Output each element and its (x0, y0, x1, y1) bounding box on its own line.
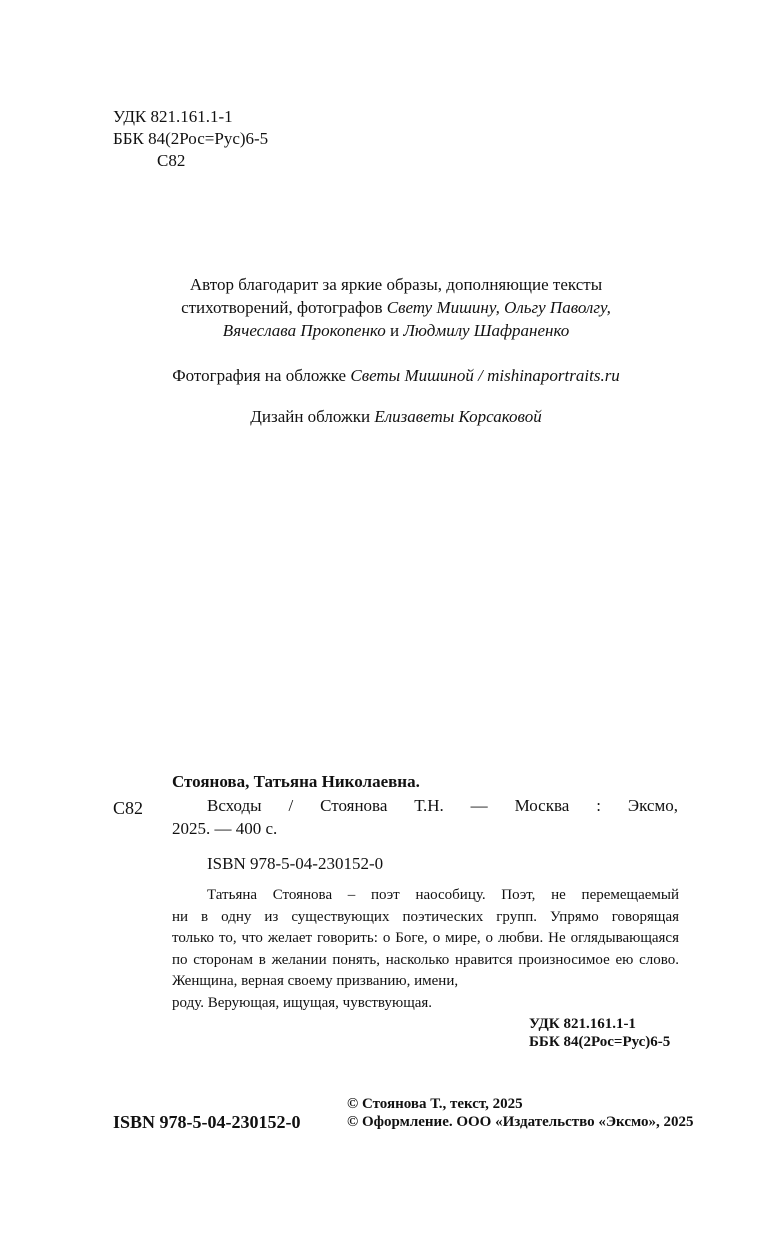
conjunction: и (385, 321, 404, 340)
title-statement-line-2: 2025. — 400 с. (172, 819, 278, 838)
author-heading: Стоянова, Татьяна Николаевна. (172, 772, 420, 791)
thanks-line-3 (113, 320, 679, 342)
cover-photo-author: Светы Мишиной / mishinaportraits.ru (350, 366, 620, 385)
photographers-names-1: Свету Мишину, Ольгу Паволгу, (386, 298, 611, 317)
author-sign-card: С82 (113, 798, 144, 818)
cover-designer-name: Елизаветы Корсаковой (374, 407, 542, 426)
photographer-name-shafranenko: Людмилу Шафраненко (403, 321, 570, 340)
copyright-text: © Стоянова Т., текст, 2025 (347, 1096, 523, 1112)
copyright-design: © Оформление. ООО «Издательство «Эксмо», 2025 (347, 1114, 694, 1130)
udk-code-top: УДК 821.161.1-1 (113, 107, 233, 126)
cover-design-credit (113, 406, 679, 428)
author-sign-top: С82 (157, 151, 186, 170)
bbk-code-card: ББК 84(2Рос=Рус)6-5 (529, 1034, 671, 1050)
cover-photo-credit (80, 365, 712, 387)
annotation (172, 885, 679, 1014)
annotation-line-3: только то, что желает говорить: о Боге, о мире, о любви. Не оглядывающаяся по сторонам в желании понять, насколько нравится произносимое ею слово. Женщина, верная своему призванию, имени, (172, 930, 679, 989)
cover-design-label: Дизайн обложки (250, 407, 375, 426)
thanks-line-2-text: стихотворений, фотографов (181, 298, 387, 317)
thanks-line-2 (113, 297, 679, 319)
bbk-code-top: ББК 84(2Рос=Рус)6-5 (113, 129, 269, 148)
thanks-line-1: Автор благодарит за яркие образы, дополняющие тексты (189, 275, 603, 294)
photographer-name-prokopenko: Вячеслава Прокопенко (222, 321, 386, 340)
annotation-line-4: роду. Верующая, ищущая, чувствующая. (172, 994, 433, 1011)
annotation-line-1: Татьяна Стоянова – поэт наособицу. Поэт, не перемещаемый (207, 887, 679, 903)
title-statement-line-1: Всходы / Стоянова Т.Н. — Москва : Эксмо, (207, 796, 678, 815)
annotation-line-2: ни в одну из существующих поэтических групп. Упрямо говорящая (172, 908, 679, 925)
cover-photo-label: Фотография на обложке (172, 366, 351, 385)
udk-code-card: УДК 821.161.1-1 (529, 1016, 636, 1032)
isbn-footer: ISBN 978-5-04-230152-0 (113, 1112, 301, 1132)
isbn-card: ISBN 978-5-04-230152-0 (207, 854, 384, 873)
